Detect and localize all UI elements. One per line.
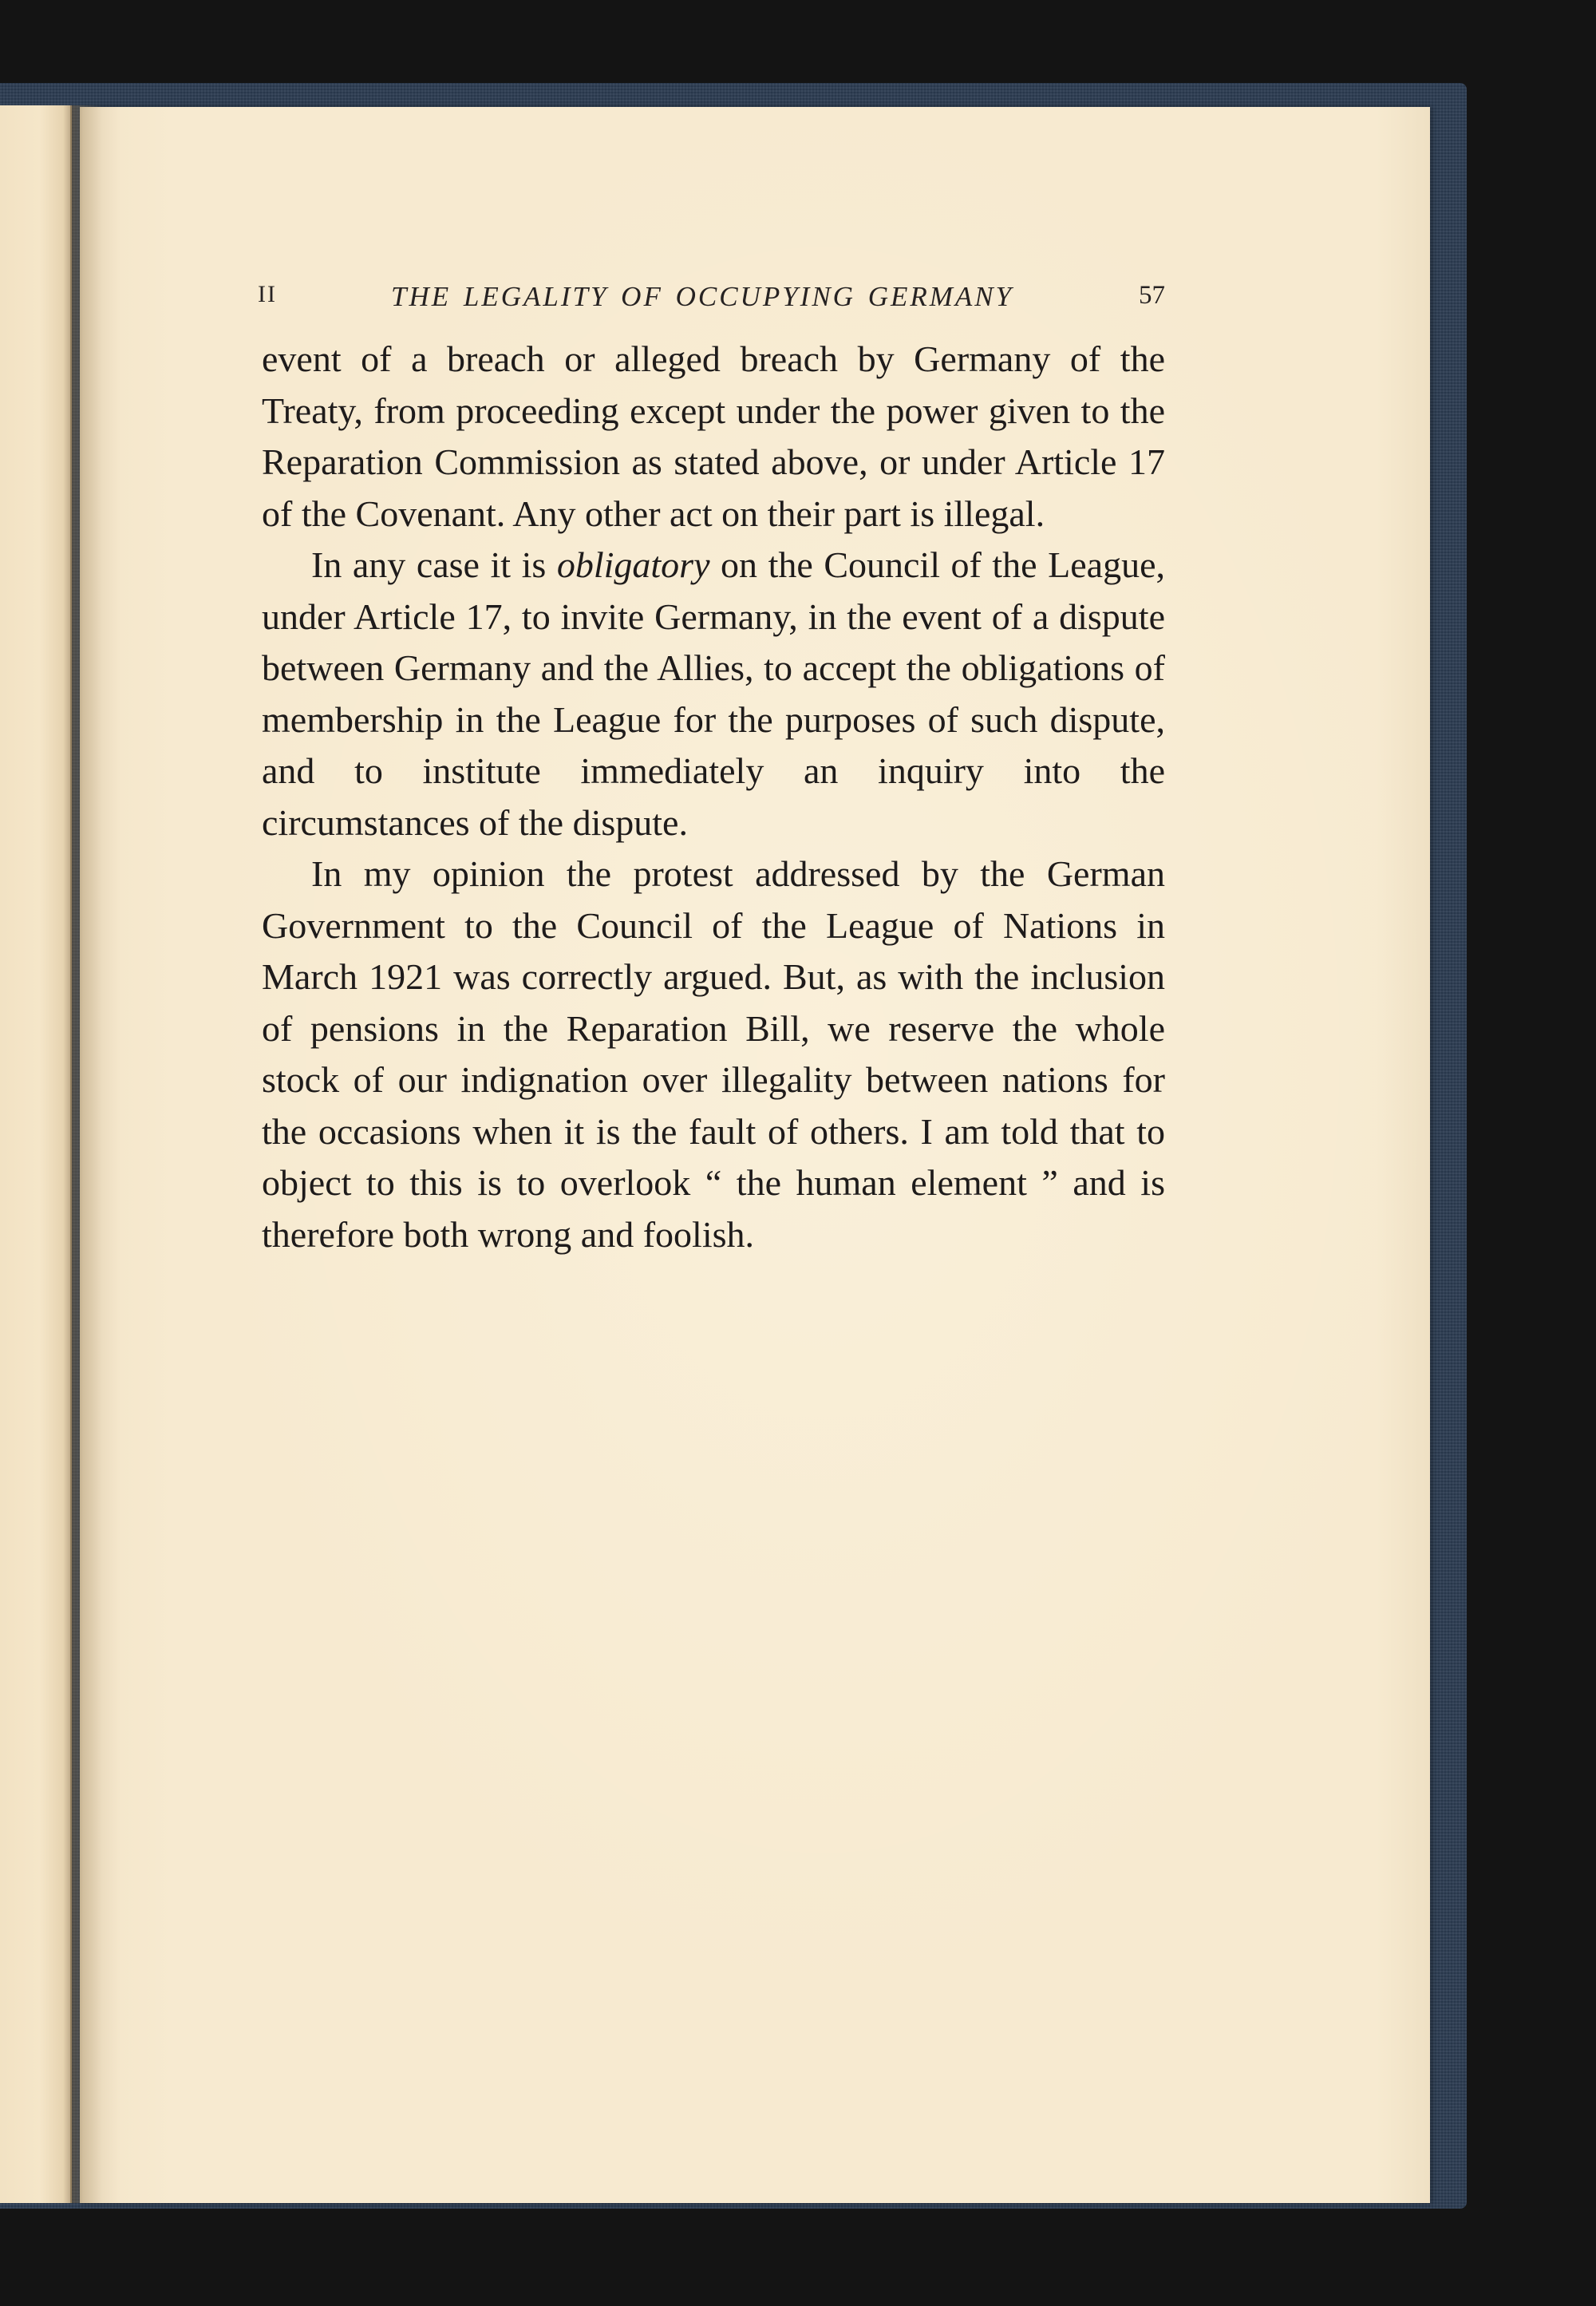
- paragraph-2-end: on the Council of the League, under Article 17, to invite Germany, in the event of a dispute between Germany and the Allies, to accept the obligations of membership in the League for the purposes of such dispute, and to institute immediately an inquiry into the circumstances of the dispute.: [262, 544, 1165, 843]
- emphasis-obligatory: obligatory: [556, 544, 710, 585]
- chapter-number: II: [258, 281, 277, 307]
- paragraph-2: [262, 540, 1165, 848]
- running-head: [182, 281, 1165, 321]
- page-number: 57: [1139, 281, 1165, 310]
- running-title: THE LEGALITY OF OCCUPYING GERMANY: [391, 281, 1014, 312]
- paragraph-1: event of a breach or alleged breach by Germany of the Treaty, from proceeding except under the power given to the Reparation Commission as stated above, or under Article 17 of the Covenant. Any other act on their part is illegal.: [262, 338, 1165, 534]
- left-page-edge: [0, 105, 72, 2203]
- paragraph-3: In my opinion the protest addressed by the German Government to the Council of the League of Nations in March 1921 was correctly argued. But, as with the inclusion of pensions in the Reparation Bill, we reserve the whole stock of our indignation over illegality between nations for the occasions when it is the fault of others. I am told that to object to this is to overlook “ the human element ” and is therefore both wrong and foolish.: [262, 853, 1165, 1255]
- page-gutter: [70, 105, 102, 2203]
- body-text: [262, 334, 1165, 1260]
- paragraph-2-start: In any case it is: [311, 544, 557, 585]
